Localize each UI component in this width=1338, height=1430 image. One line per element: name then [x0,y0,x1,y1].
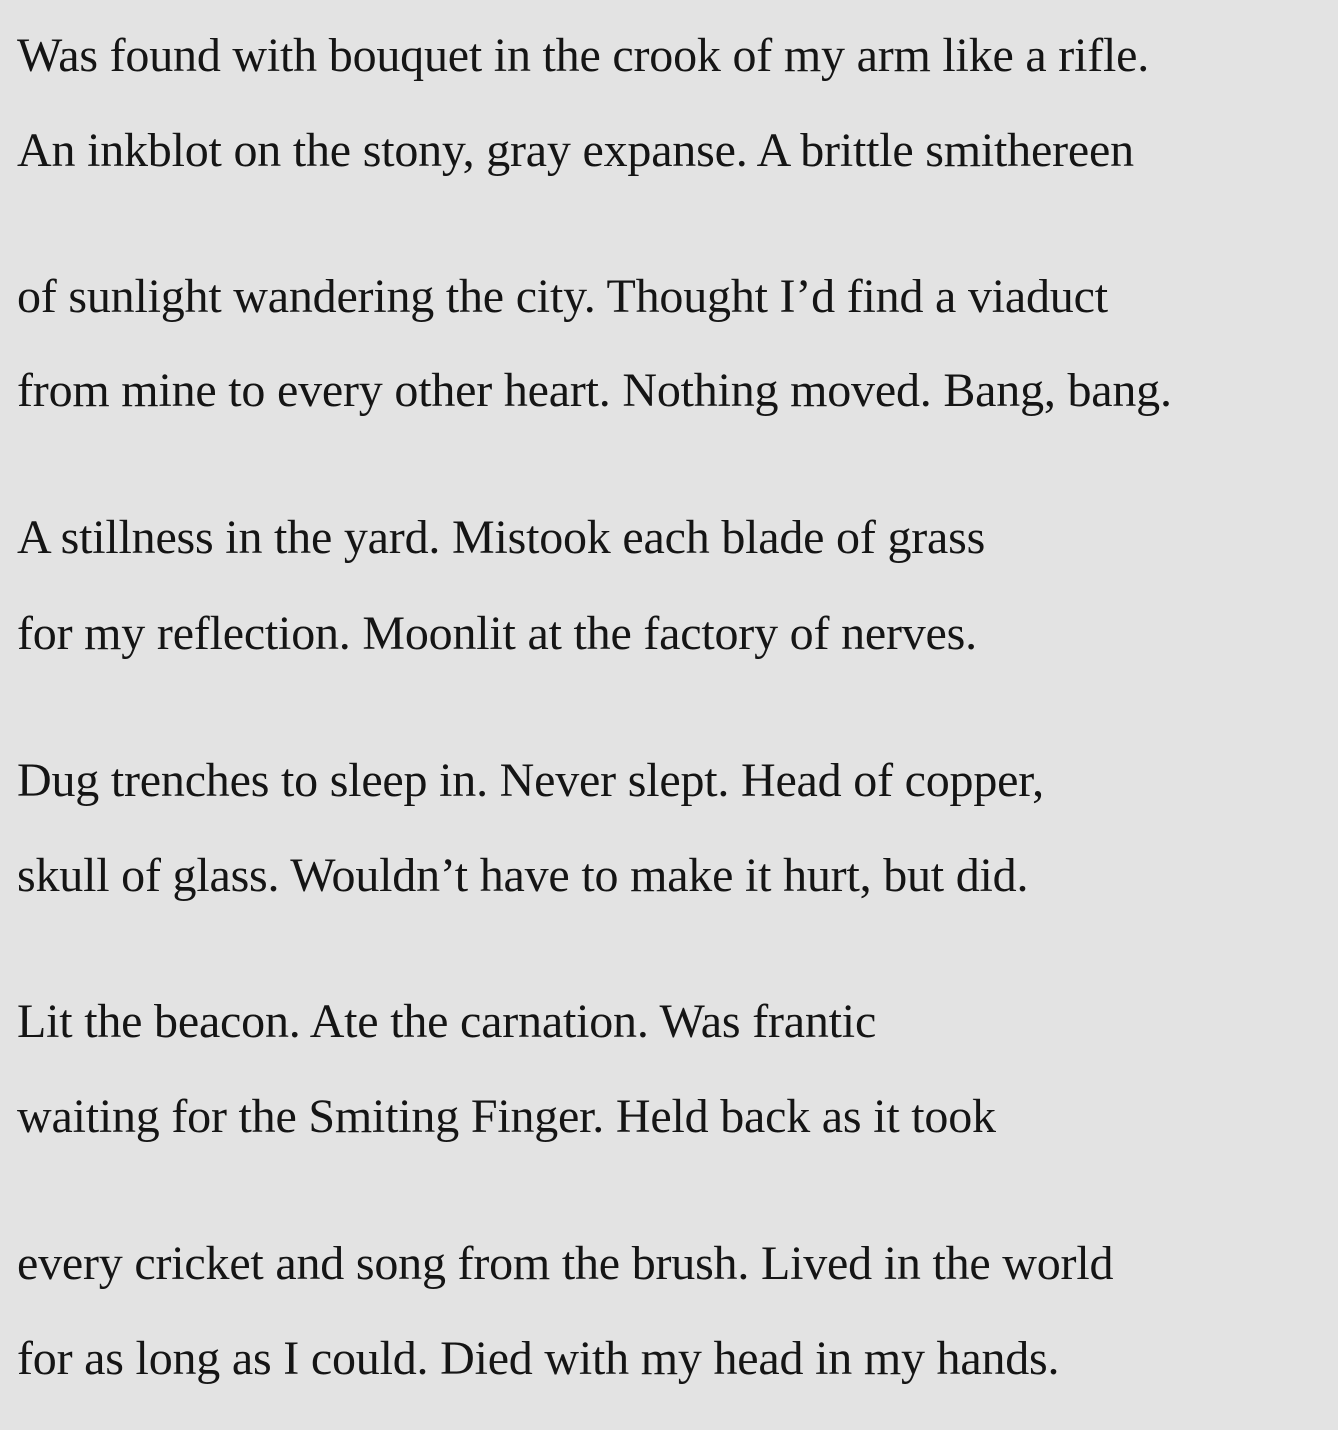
poem-line: waiting for the Smiting Finger. Held back as it took [17,1090,996,1143]
poem-line: every cricket and song from the brush. Lived in the world [17,1237,1114,1290]
poem-line: Lit the beacon. Ate the carnation. Was frantic [17,995,877,1048]
poem-line: of sunlight wandering the city. Thought I’d find a viaduct [17,270,1108,323]
poem-line: An inkblot on the stony, gray expanse. A brittle smithereen [17,124,1134,177]
poem-line: skull of glass. Wouldn’t have to make it hurt, but did. [17,849,1029,902]
poem-line: for as long as I could. Died with my head in my hands. [17,1332,1060,1385]
poem-line: from mine to every other heart. Nothing moved. Bang, bang. [17,364,1172,417]
poem-line: Dug trenches to sleep in. Never slept. Head of copper, [17,754,1044,807]
poem-line: Was found with bouquet in the crook of my arm like a rifle. [17,29,1150,82]
poem-line: A stillness in the yard. Mistook each blade of grass [17,511,986,564]
poem-line: for my reflection. Moonlit at the factory of nerves. [17,607,977,660]
